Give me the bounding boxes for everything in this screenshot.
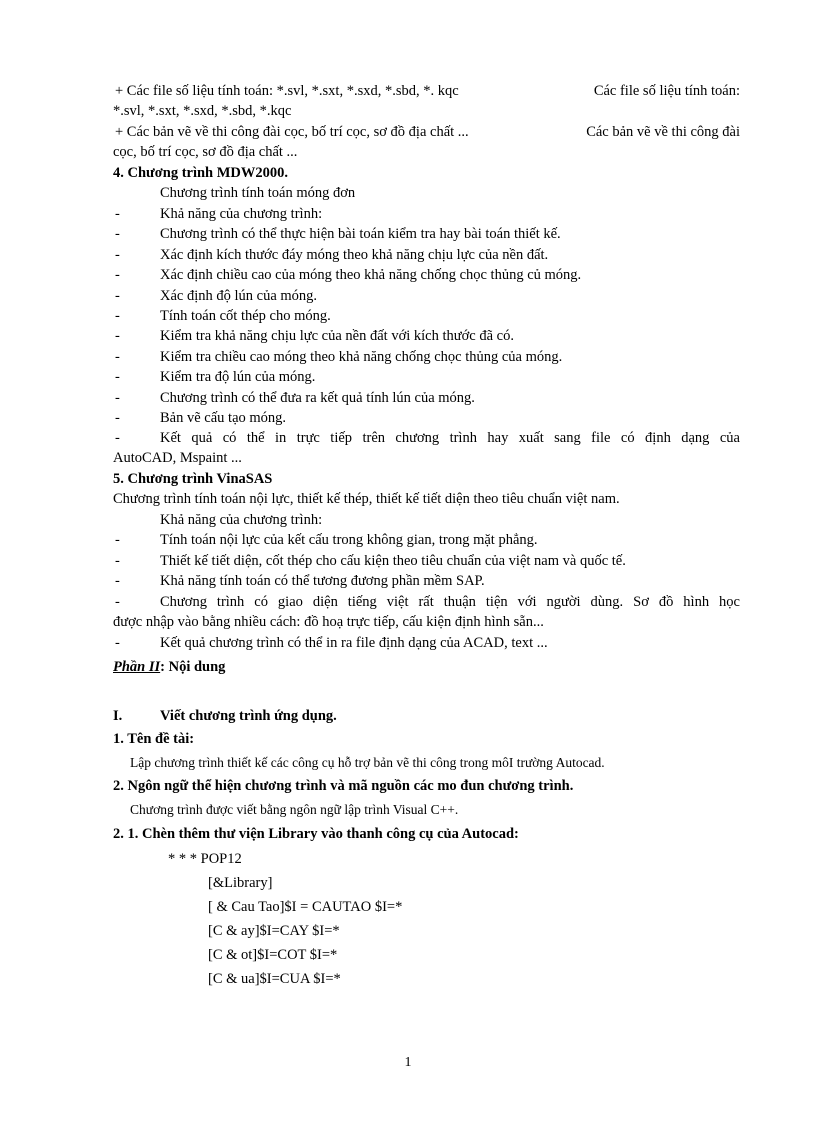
vinasas-capability: Khả năng của chương trình: [160, 512, 323, 528]
list-item: Kiểm tra độ lún của móng. [160, 369, 316, 386]
list-dash: - [115, 594, 120, 610]
code-line: [&Library] [208, 875, 273, 891]
list-dash: - [115, 267, 120, 284]
section-title: Viết chương trình ứng dụng. [160, 708, 337, 724]
list-item: Chương trình có thể đưa ra kết quả tính lún của móng. [160, 389, 475, 406]
language-text: Chương trình được viết bằng ngôn ngữ lập trình Visual C++. [130, 802, 459, 817]
mdw-intro: Chương trình tính toán móng đơn [160, 185, 356, 201]
page-number: 1 [404, 1055, 412, 1070]
list-item: Kiểm tra chiều cao móng theo khả năng chống chọc thủng của móng. [160, 348, 563, 365]
list-item: Tính toán nội lực của kết cấu trong không gian, trong mặt phẳng. [160, 532, 538, 548]
list-item: Thiết kế tiết diện, cốt thép cho cấu kiện theo tiêu chuẩn của việt nam và quốc tế. [160, 552, 626, 569]
list-dash: - [115, 410, 120, 426]
list-dash: - [115, 308, 120, 324]
list-dash: - [115, 328, 120, 345]
list-dash: - [115, 206, 120, 222]
list-item: Chương trình có thể thực hiện bài toán kiểm tra hay bài toán thiết kế. [160, 226, 561, 243]
list-item: Khả năng của chương trình: [160, 206, 323, 222]
topic-text: Lập chương trình thiết kế các công cụ hỗ trợ bản vẽ thi công trong môI trường Autocad. [130, 755, 605, 770]
mdw-result-line [160, 429, 740, 447]
list-item: Khả năng tính toán có thể tương đương phần mềm SAP. [160, 573, 485, 589]
list-item: Xác định kích thước đáy móng theo khả năng chịu lực của nền đất. [160, 246, 549, 263]
calc-files-line2: *.svl, *.sxt, *.sxd, *.sbd, *.kqc [113, 103, 292, 119]
list-dash: - [115, 532, 120, 548]
vinasas-intro: Chương trình tính toán nội lực, thiết kế thép, thiết kế tiết diện theo tiêu chuẩn việt nam. [113, 491, 620, 507]
code-line: [C & ua]$I=CUA $I=* [208, 971, 341, 987]
code-line: [C & ay]$I=CAY $I=* [208, 923, 340, 939]
part2-label: Phần II [113, 659, 161, 675]
list-dash: - [115, 246, 120, 263]
drawing-files-line [115, 123, 740, 141]
part2-title [113, 658, 225, 676]
list-item: Kiểm tra khả năng chịu lực của nền đất với kích thước đã có. [160, 328, 514, 345]
language-heading: 2. Ngôn ngữ thể hiện chương trình và mã nguồn các mo đun chương trình. [113, 778, 574, 794]
list-dash: - [115, 635, 120, 651]
list-dash: - [115, 369, 120, 386]
mdw-heading: 4. Chương trình MDW2000. [113, 165, 289, 181]
list-item: Tính toán cốt thép cho móng. [160, 308, 331, 324]
drawing-files-right: Các bản vẽ về thi công đài [586, 124, 740, 140]
drawing-files-line2: cọc, bố trí cọc, sơ đồ địa chất ... [113, 144, 298, 160]
topic-heading: 1. Tên đề tài: [113, 731, 195, 747]
list-item: Xác định độ lún của móng. [160, 287, 318, 304]
library-heading: 2. 1. Chèn thêm thư viện Library vào thanh công cụ của Autocad: [113, 826, 519, 842]
vinasas-gui-line2: được nhập vào bằng nhiều cách: đồ hoạ trực tiếp, cấu kiện định hình sẵn... [113, 614, 544, 630]
drawing-files-left: + Các bản vẽ về thi công đài cọc, bố trí cọc, sơ đồ địa chất ... [115, 124, 469, 140]
mdw-result-text: Kết quả có thể in trực tiếp trên chương trình hay xuất sang file có định dạng của [160, 430, 740, 446]
list-dash: - [115, 348, 120, 365]
list-item: Bản vẽ cấu tạo móng. [160, 410, 287, 426]
code-line: * * * POP12 [168, 851, 242, 867]
part2-suffix: : Nội dung [160, 659, 226, 675]
vinasas-gui-text: Chương trình có giao diện tiếng việt rất thuận tiện với người dùng. Sơ đồ hình học [160, 594, 740, 610]
list-dash: - [115, 287, 120, 304]
list-dash: - [115, 573, 120, 589]
calc-files-line [115, 82, 740, 100]
list-dash: - [115, 226, 120, 243]
list-dash: - [115, 430, 120, 446]
vinasas-heading: 5. Chương trình VinaSAS [113, 471, 273, 487]
list-item: Xác định chiều cao của móng theo khả năng chống chọc thủng củ móng. [160, 267, 582, 284]
list-dash: - [115, 552, 120, 569]
calc-files-left: + Các file số liệu tính toán: *.svl, *.sxt, *.sxd, *.sbd, *. kqc [115, 83, 459, 99]
vinasas-output: Kết quả chương trình có thể in ra file định dạng của ACAD, text ... [160, 635, 548, 651]
vinasas-gui-line [160, 593, 740, 611]
code-line: [C & ot]$I=COT $I=* [208, 947, 338, 963]
list-dash: - [115, 389, 120, 406]
code-line: [ & Cau Tao]$I = CAUTAO $I=* [208, 899, 403, 915]
section-number: I. [113, 708, 123, 724]
mdw-result-line2: AutoCAD, Mspaint ... [113, 450, 242, 466]
calc-files-right: Các file số liệu tính toán: [593, 83, 740, 99]
